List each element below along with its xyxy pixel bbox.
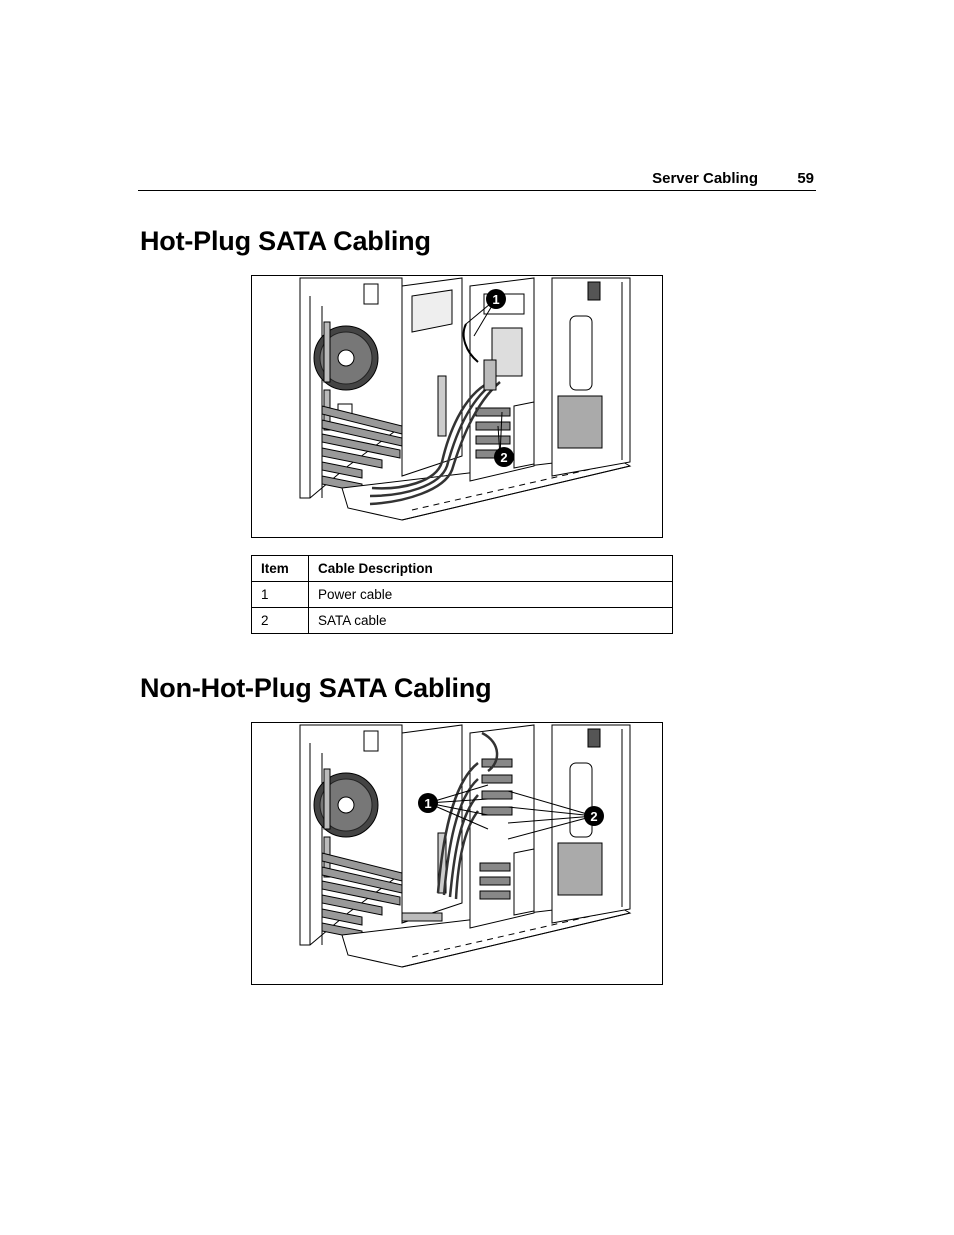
section-heading-hot-plug: Hot-Plug SATA Cabling xyxy=(140,226,431,256)
section-heading-non-hot-plug: Non-Hot-Plug SATA Cabling xyxy=(140,673,492,703)
callout-1-label: 1 xyxy=(492,292,500,307)
callout-1-label: 1 xyxy=(424,796,432,811)
non-hot-plug-cabling-figure xyxy=(251,722,663,985)
table-cell-description: SATA cable xyxy=(309,608,673,634)
table-cell-item: 2 xyxy=(252,608,309,634)
callout-2 xyxy=(584,806,604,826)
cable-table xyxy=(251,555,673,634)
column-header-item: Item xyxy=(252,556,309,582)
callout-2-label: 2 xyxy=(590,809,598,824)
hot-plug-cabling-figure xyxy=(251,275,663,538)
table-header-row xyxy=(252,556,673,582)
callout-1 xyxy=(486,289,506,309)
callout-2-label: 2 xyxy=(500,450,508,465)
running-header xyxy=(138,166,816,191)
callout-1 xyxy=(418,793,438,813)
table-cell-description: Power cable xyxy=(309,582,673,608)
callout-2 xyxy=(494,447,514,467)
server-chassis-illustration xyxy=(252,276,662,537)
table-row xyxy=(252,608,673,634)
table-cell-item: 1 xyxy=(252,582,309,608)
server-chassis-illustration xyxy=(252,723,662,984)
column-header-description: Cable Description xyxy=(309,556,673,582)
page-number: 59 xyxy=(797,170,814,187)
table-row xyxy=(252,582,673,608)
running-header-title: Server Cabling xyxy=(652,170,758,187)
